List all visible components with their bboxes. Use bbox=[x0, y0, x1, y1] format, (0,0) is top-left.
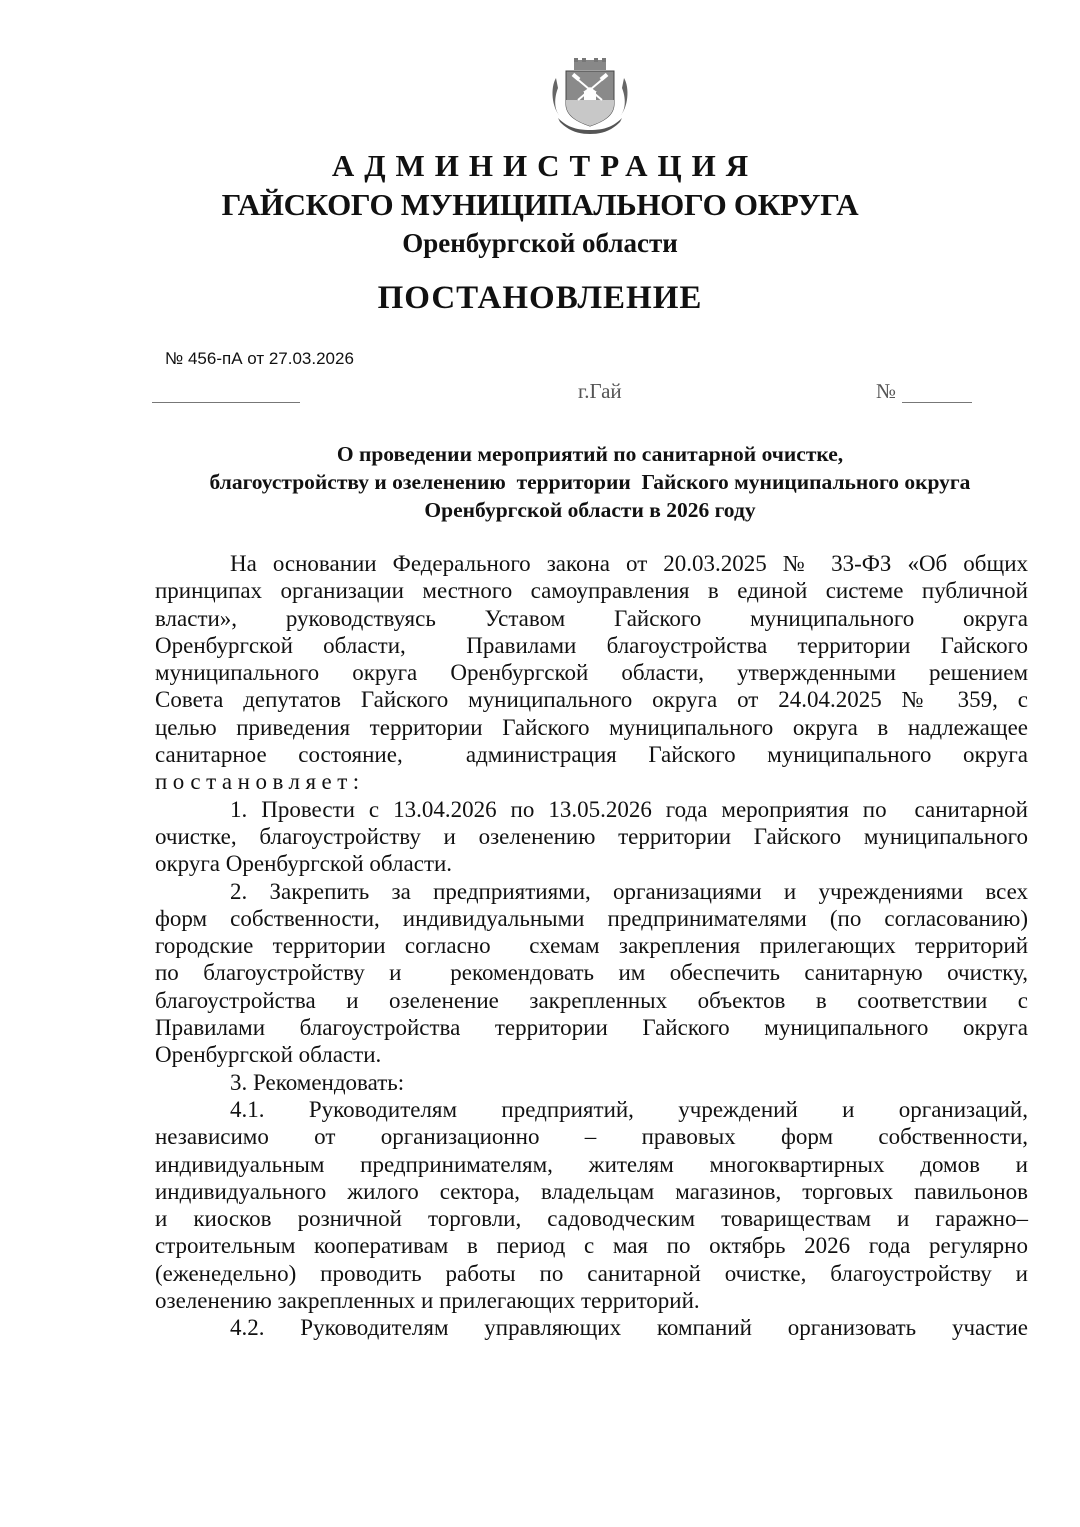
item-4-2-line: 4.2. Руководителям управляющих компаний организовать участие bbox=[230, 1315, 1028, 1341]
number-label: № bbox=[876, 379, 897, 403]
preamble-line: На основании Федерального закона от 20.03.2025 № 33-ФЗ «Об общих bbox=[230, 551, 1028, 576]
document-type-title: ПОСТАНОВЛЕНИЕ bbox=[377, 280, 703, 316]
preamble-line: Оренбургской области, Правилами благоустройства территории Гайского bbox=[155, 632, 1028, 658]
city-label: г.Гай bbox=[578, 379, 622, 403]
item-2-line: 2. Закрепить за предприятиями, организациями и учреждениями всех bbox=[230, 878, 1028, 904]
item-4-1-line: строительным кооперативам в период с мая по октябрь 2026 года регулярно bbox=[155, 1233, 1028, 1259]
item-2-line: городские территории согласно схемам закрепления прилегающих территорий bbox=[155, 933, 1028, 959]
preamble-line: Совета депутатов Гайского муниципального округа от 24.04.2025 № 359, с bbox=[155, 687, 1028, 713]
item-2-line: Правилами благоустройства территории Гайского муниципального округа bbox=[155, 1015, 1028, 1041]
item-4-1-line: независимо от организационно – правовых форм собственности, bbox=[155, 1124, 1028, 1150]
preamble-line: санитарное состояние, администрация Гайского муниципального округа bbox=[155, 742, 1028, 768]
header-region: Оренбургской области bbox=[402, 228, 678, 258]
item-1-line: округа Оренбургской области. bbox=[155, 851, 453, 877]
header-administration: АДМИНИСТРАЦИЯ bbox=[331, 148, 759, 183]
item-4-1-line: индивидуального жилого сектора, владельцам магазинов, торговых павильонов bbox=[155, 1178, 1028, 1204]
item-1-line: 1. Провести с 13.04.2026 по 13.05.2026 года мероприятия по санитарной bbox=[230, 796, 1028, 822]
item-1-line: очистке, благоустройству и озеленению территории Гайского муниципального bbox=[155, 823, 1028, 849]
preamble-line: целью приведения территории Гайского муниципального округа в надлежащее bbox=[155, 714, 1028, 740]
preamble-line: принципах организации местного самоуправления в единой системе публичной bbox=[155, 578, 1028, 604]
number-blank-line bbox=[902, 402, 972, 403]
item-3-line: 3. Рекомендовать: bbox=[230, 1069, 405, 1095]
coat-of-arms-icon bbox=[548, 58, 632, 136]
item-4-1-line: озеленению закрепленных и прилегающих территорий. bbox=[155, 1288, 700, 1314]
header-municipality: ГАЙСКОГО МУНИЦИПАЛЬНОГО ОКРУГА bbox=[221, 187, 859, 222]
item-4-1-line: (еженедельно) проводить работы по санитарной очистке, благоустройству и bbox=[155, 1260, 1028, 1286]
item-4-1-line: 4.1. Руководителям предприятий, учреждений и организаций, bbox=[230, 1096, 1028, 1122]
preamble-line: муниципального округа Оренбургской области, утвержденными решением bbox=[155, 660, 1028, 686]
item-4-1-line: и киосков розничной торговли, садоводческим товариществам и гаражно– bbox=[155, 1206, 1028, 1232]
document-subject bbox=[130, 440, 1050, 524]
resolves-keyword: постановляет: bbox=[155, 769, 365, 795]
item-2-line: благоустройства и озеленение закрепленных объектов в соответствии с bbox=[155, 987, 1028, 1013]
date-blank-line bbox=[152, 402, 300, 403]
document-body bbox=[155, 550, 1028, 1342]
registration-stamp: № 456-пА от 27.03.2026 bbox=[165, 349, 354, 368]
preamble-line: власти», руководствуясь Уставом Гайского муниципального округа bbox=[155, 605, 1028, 631]
subject-line: О проведении мероприятий по санитарной очистке, bbox=[336, 442, 844, 466]
item-2-line: форм собственности, индивидуальными предпринимателями (по согласованию) bbox=[155, 905, 1028, 931]
subject-line: Оренбургской области в 2026 году bbox=[424, 498, 756, 522]
item-4-1-line: индивидуальным предпринимателям, жителям многоквартирных домов и bbox=[155, 1151, 1028, 1177]
subject-line: благоустройству и озеленению территории Гайского муниципального округа bbox=[209, 470, 971, 494]
item-2-line: по благоустройству и рекомендовать им обеспечить санитарную очистку, bbox=[155, 960, 1028, 986]
item-2-line: Оренбургской области. bbox=[155, 1042, 382, 1068]
